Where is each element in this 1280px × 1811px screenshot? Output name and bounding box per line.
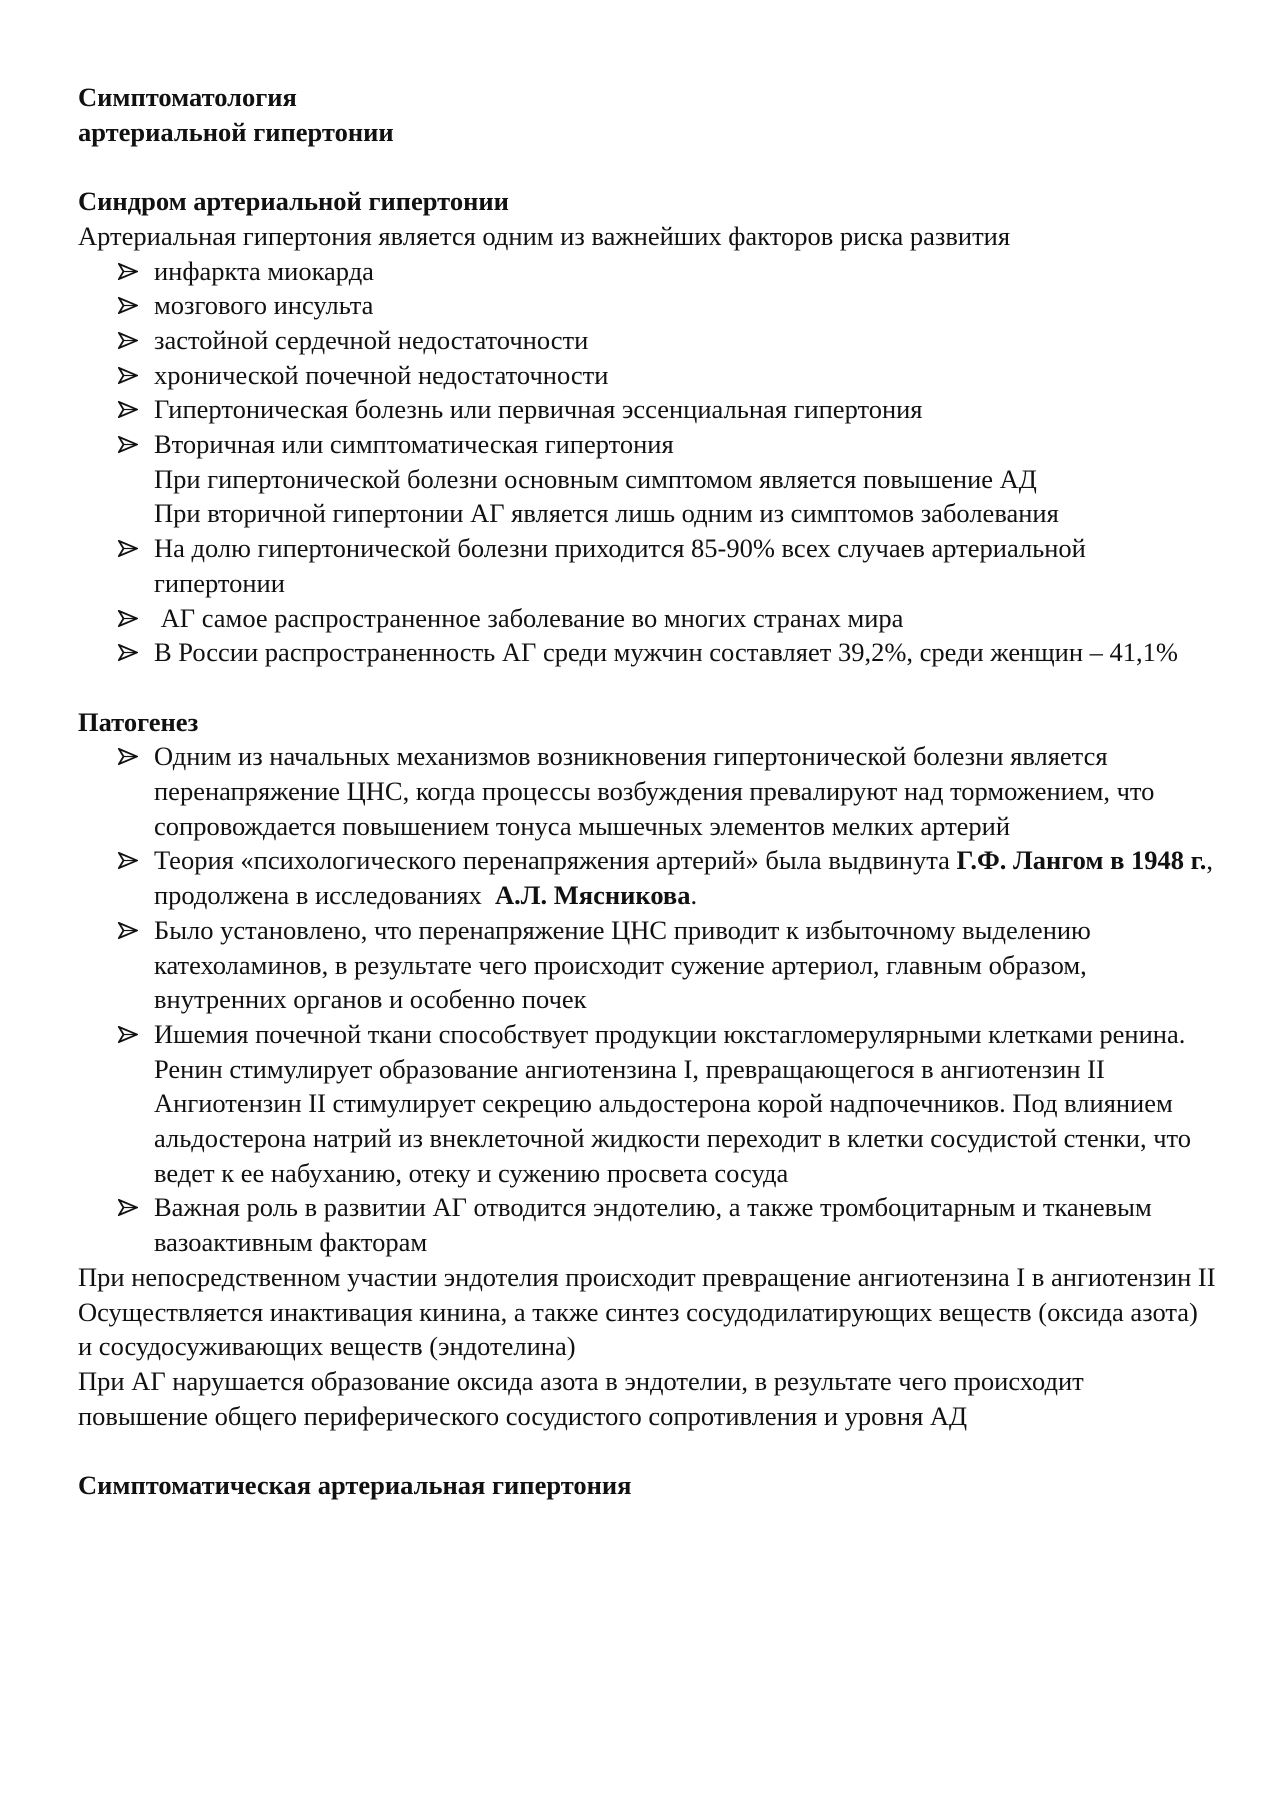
author-myasnikov: А.Л. Мясникова — [495, 880, 691, 911]
list-item: Важная роль в развитии АГ отводится эндотелию, а также тромбоцитарным и тканевым вазоактивным факторам — [78, 1190, 1218, 1259]
list-item: На долю гипертонической болезни приходится 85-90% всех случаев артериальной гипертонии — [78, 531, 1218, 600]
arrowhead-bullet-icon — [118, 1190, 142, 1225]
document-page — [78, 80, 1218, 1503]
section-heading-syndrome: Синдром артериальной гипертонии — [78, 186, 509, 217]
arrowhead-bullet-icon — [118, 358, 142, 393]
blank-line — [78, 1433, 1218, 1468]
list-item: Гипертоническая болезнь или первичная эссенциальная гипертония — [78, 392, 1218, 427]
list-item: мозгового инсульта — [78, 288, 1218, 323]
list-item: Было установлено, что перенапряжение ЦНС приводит к избыточному выделению катехоламинов, в результате чего происходит сужение артериол, главным образом, внутренних органов и особенно почек — [78, 913, 1218, 1017]
arrowhead-bullet-icon — [118, 913, 142, 948]
list-item: В России распространенность АГ среди мужчин составляет 39,2%, среди женщин – 41,1% — [78, 635, 1218, 670]
sub-line-secondary: При вторичной гипертонии АГ является лишь одним из симптомов заболевания — [154, 498, 1059, 529]
arrowhead-bullet-icon — [118, 288, 142, 323]
list-item: застойной сердечной недостаточности — [78, 323, 1218, 358]
title-line-2: артериальной гипертонии — [78, 116, 394, 147]
arrowhead-bullet-icon — [118, 531, 142, 566]
arrowhead-bullet-icon — [118, 739, 142, 774]
pathogenesis-list — [78, 739, 1218, 1260]
arrowhead-bullet-icon — [118, 843, 142, 878]
document-title — [78, 80, 1218, 149]
section-heading-pathogenesis: Патогенез — [78, 706, 199, 737]
blank-line — [78, 670, 1218, 705]
list-item: Ишемия почечной ткани способствует продукции юкстагломерулярными клетками ренина. Ренин стимулирует образование ангиотензина I, превращающегося в ангиотензин II Ангиотензин II стимулирует секрецию альдостерона корой надпочечников. Под влиянием альдостерона натрий из внеклеточной жидкости переходит в клетки сосудистой стенки, что ведет к ее набуханию, отеку и сужению просвета сосуда — [78, 1017, 1218, 1191]
section-intro: Артериальная гипертония является одним из важнейших факторов риска развития — [78, 220, 1011, 251]
list-item: Теория «психологического перенапряжения артерий» была выдвинута Г.Ф. Лангом в 1948 г., продолжена в исследованиях А.Л. Мясникова. — [78, 843, 1218, 912]
arrowhead-bullet-icon — [118, 254, 142, 289]
list-item: инфаркта миокарда — [78, 254, 1218, 289]
sub-line-primary: При гипертонической болезни основным симптомом является повышение АД — [154, 463, 1037, 494]
paragraph-endothelium: При непосредственном участии эндотелия происходит превращение ангиотензина I в ангиотензин II — [78, 1261, 1216, 1292]
paragraph-kinin: Осуществляется инактивация кинина, а также синтез сосудодилатирующих веществ (оксида азота) и сосудосуживающих веществ (эндотелина) — [78, 1296, 1198, 1362]
risk-list — [78, 254, 1218, 462]
list-item: АГ самое распространенное заболевание во многих странах мира — [78, 601, 1218, 636]
paragraph-nitric-oxide: При АГ нарушается образование оксида азота в эндотелии, в результате чего происходит повышение общего периферического сосудистого сопротивления и уровня АД — [78, 1365, 1084, 1431]
arrowhead-bullet-icon — [118, 601, 142, 636]
section-heading-symptomatic: Симптоматическая артериальная гипертония — [78, 1470, 632, 1501]
list-item: Вторичная или симптоматическая гипертония — [78, 427, 1218, 462]
arrowhead-bullet-icon — [118, 392, 142, 427]
list-item: Одним из начальных механизмов возникновения гипертонической болезни является перенапряжение ЦНС, когда процессы возбуждения превалируют над торможением, что сопровождается повышением тонуса мышечных элементов мелких артерий — [78, 739, 1218, 843]
arrowhead-bullet-icon — [118, 427, 142, 462]
author-lang: Г.Ф. Лангом в 1948 г. — [956, 845, 1207, 876]
list-item: хронической почечной недостаточности — [78, 358, 1218, 393]
arrowhead-bullet-icon — [118, 1017, 142, 1052]
blank-line — [78, 149, 1218, 184]
arrowhead-bullet-icon — [118, 323, 142, 358]
facts-list — [78, 531, 1218, 670]
title-line-1: Симптоматология — [78, 82, 297, 112]
arrowhead-bullet-icon — [118, 635, 142, 670]
